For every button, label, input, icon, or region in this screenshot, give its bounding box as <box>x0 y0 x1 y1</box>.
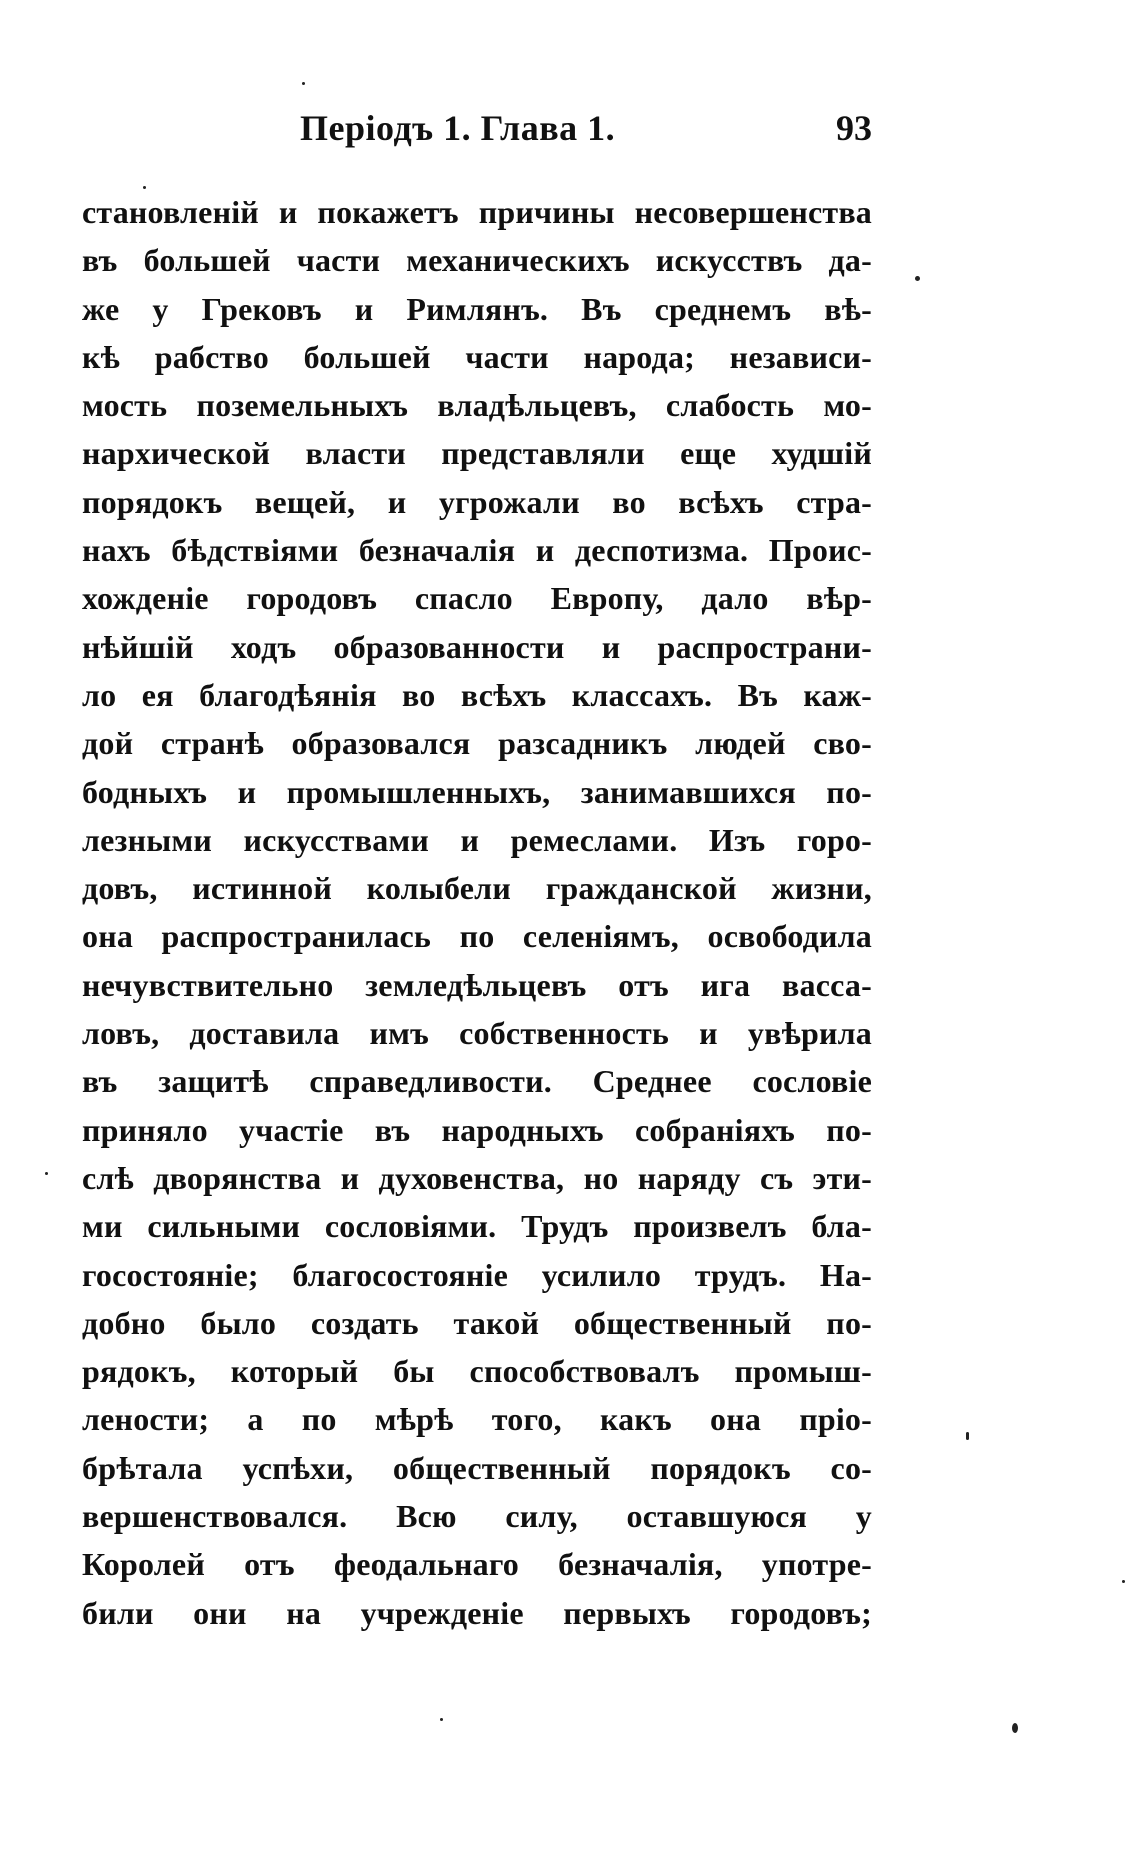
text-line: ловъ, доставила имъ собственность и увѣрила <box>82 1015 872 1052</box>
text-line: въ большей части механическихъ искусствъ да- <box>82 242 872 279</box>
text-line: брѣтала успѣхи, общественный порядокъ со- <box>82 1449 872 1486</box>
text-line: нечувствительно земледѣльцевъ отъ ига васса- <box>82 966 872 1003</box>
running-head: Періодъ 1. Глава 1. <box>300 108 616 148</box>
page-header <box>300 103 872 153</box>
text-line: нахъ бѣдствіями безначалія и деспотизма. Проис- <box>82 532 872 569</box>
text-line: становленій и покажетъ причины несовершенства <box>82 194 872 230</box>
text-line: довъ, истинной колыбели гражданской жизни, <box>82 870 872 907</box>
text-line: бодныхъ и промышленныхъ, занимавшихся по- <box>82 773 872 810</box>
text-line: въ защитѣ справедливости. Среднее сословіе <box>82 1063 872 1100</box>
scan-speck <box>440 1718 443 1721</box>
text-line: рядокъ, который бы способствовалъ промыш- <box>82 1353 872 1390</box>
text-line: госостояніе; благосостояніе усилило трудъ. На- <box>82 1256 872 1293</box>
text-line: Королей отъ феодальнаго безначалія, употре- <box>82 1546 872 1583</box>
text-line: слѣ дворянства и духовенства, но наряду съ эти- <box>82 1159 872 1196</box>
text-line: лености; а по мѣрѣ того, какъ она пріо- <box>82 1401 872 1438</box>
text-line: лезными искусствами и ремеслами. Изъ горо- <box>82 821 872 858</box>
text-line: нѣйшій ходъ образованности и распространи- <box>82 628 872 665</box>
text-line: вершенствовался. Всю силу, оставшуюся у <box>82 1498 872 1535</box>
text-line: мость поземельныхъ владѣльцевъ, слабость мо- <box>82 387 872 424</box>
text-line: нархической власти представляли еще худшій <box>82 435 872 472</box>
scan-speck <box>1122 1580 1125 1583</box>
text-line: кѣ рабство большей части народа; независи- <box>82 338 872 375</box>
text-line: дой странѣ образовался разсадникъ людей сво- <box>82 725 872 762</box>
text-line: добно было создать такой общественный по- <box>82 1304 872 1341</box>
scan-speck <box>966 1432 969 1440</box>
scan-speck <box>143 186 146 189</box>
text-line: хожденіе городовъ спасло Европу, дало вѣр- <box>82 580 872 617</box>
text-line: приняло участіе въ народныхъ собраніяхъ по- <box>82 1111 872 1148</box>
text-line: ми сильными сословіями. Трудъ произвелъ бла- <box>82 1208 872 1245</box>
text-line: она распространилась по селеніямъ, освободила <box>82 918 872 955</box>
text-line: порядокъ вещей, и угрожали во всѣхъ стра- <box>82 483 872 520</box>
scan-speck <box>302 82 305 85</box>
body-text <box>82 188 872 1637</box>
scan-speck <box>45 1172 48 1175</box>
text-line: ло ея благодѣянія во всѣхъ классахъ. Въ каж- <box>82 676 872 713</box>
scan-speck <box>915 276 920 281</box>
text-line: били они на учрежденіе первыхъ городовъ; <box>82 1594 872 1631</box>
page-number: 93 <box>836 108 872 148</box>
scan-speck <box>1012 1723 1018 1733</box>
text-line: же у Грековъ и Римлянъ. Въ среднемъ вѣ- <box>82 290 872 327</box>
